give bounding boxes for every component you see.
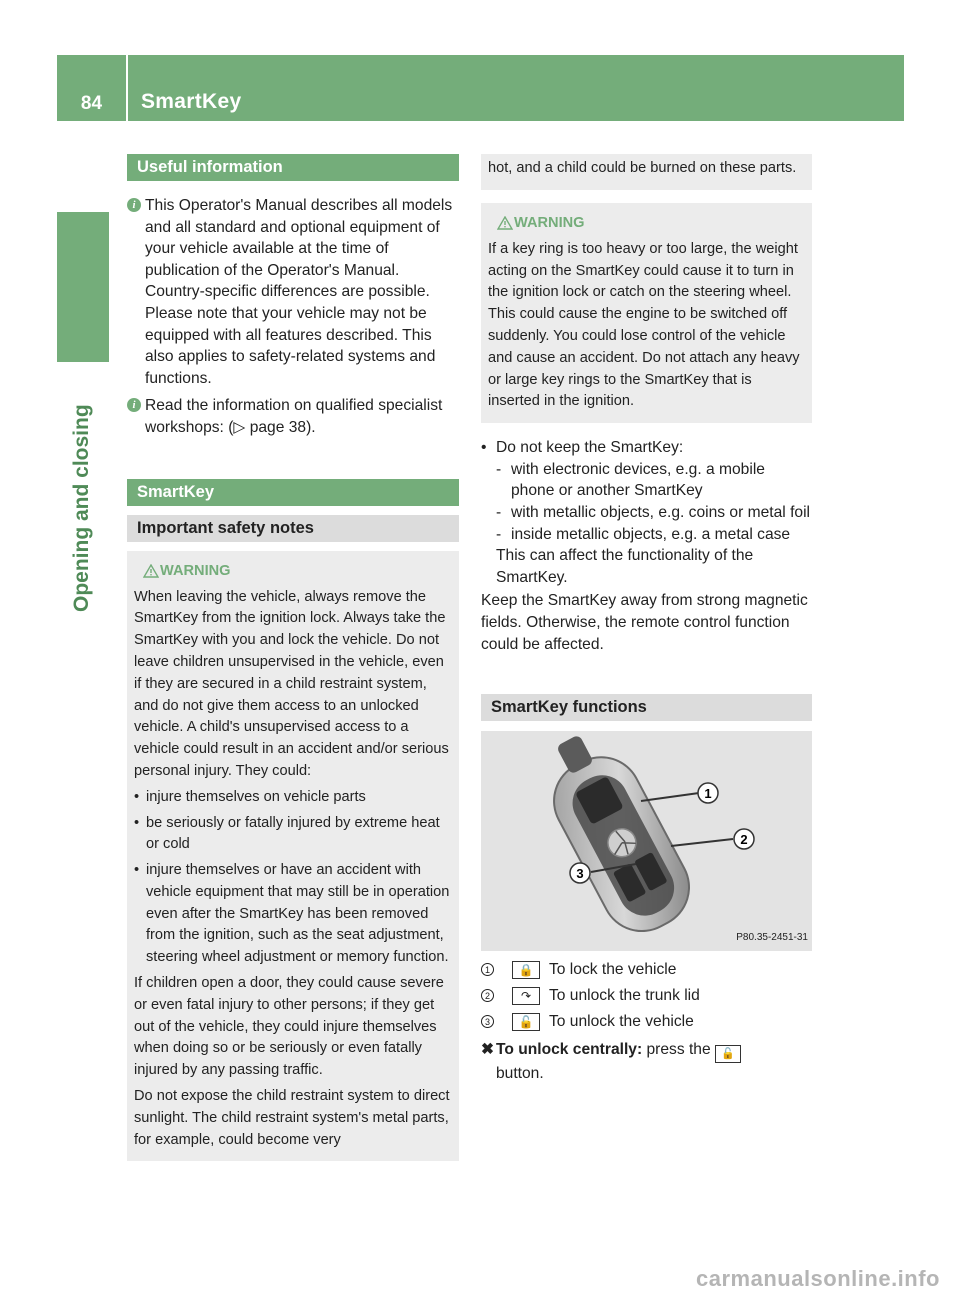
watermark: carmanualsonline.info [696, 1266, 940, 1291]
callout-label: 2 [740, 832, 748, 848]
unlock-icon: 🔓 [715, 1045, 741, 1063]
side-tab-block [57, 212, 109, 362]
running-title: SmartKey [141, 90, 242, 113]
side-tab-label: Opening and closing [70, 404, 93, 612]
warning-triangle-icon [497, 216, 513, 230]
useful-info-heading: Useful information [127, 154, 459, 181]
smartkey-heading: SmartKey [127, 479, 459, 506]
warning-box [127, 551, 459, 1162]
legend-list [481, 957, 812, 1035]
legend-number: 3 [481, 1015, 494, 1028]
legend-item [481, 1009, 812, 1035]
legend-number: 2 [481, 989, 494, 1002]
instruction-step [481, 1039, 812, 1085]
warning-header [134, 561, 451, 583]
keep-dash-item: - with electronic devices, e.g. a mobile phone or another SmartKey [481, 459, 812, 502]
step-text: button. [496, 1065, 544, 1083]
header-divider [126, 55, 128, 121]
legend-number: 1 [481, 963, 494, 976]
smartkey-figure [481, 731, 812, 951]
smartkey-illustration [481, 731, 812, 951]
legend-text: To unlock the vehicle [549, 1013, 694, 1031]
info-icon: i [127, 198, 141, 212]
info-note [127, 395, 459, 438]
figure-code: P80.35-2451-31 [736, 931, 808, 943]
callout-label: 1 [704, 786, 712, 802]
warning-triangle-icon [143, 564, 159, 578]
left-column [127, 154, 459, 1161]
warning-box [481, 203, 812, 423]
info-note-text: This Operator's Manual describes all models and all standard and optional equipment of your vehicle available at the time of publication of the Operator's Manual. Country-specific differences are possible. Please note that your vehicle may not be equipped with all features described. This also applies to safety-related systems and functions. [145, 197, 453, 387]
callout-label: 3 [576, 866, 584, 882]
keep-dash-item: - inside metallic objects, e.g. a metal case [481, 524, 812, 546]
side-tab [70, 372, 100, 612]
functions-heading: SmartKey functions [481, 694, 812, 721]
keep-dash-item: - with metallic objects, e.g. coins or metal foil [481, 502, 812, 524]
legend-text: To unlock the trunk lid [549, 987, 700, 1005]
magnetic-text: Keep the SmartKey away from strong magnetic fields. Otherwise, the remote control function could be affected. [481, 592, 808, 653]
warning-title: WARNING [514, 214, 585, 231]
step-text: press the [646, 1041, 711, 1059]
info-note [127, 195, 459, 389]
warning-bullet: • injure themselves or have an accident with vehicle equipment that may still be in operation even after the SmartKey has been removed from the ignition, such as the seat adjustment, steering wheel adjustment or memory function. [134, 860, 451, 969]
unlock-icon: 🔓 [512, 1013, 540, 1031]
step-label: To unlock centrally: [496, 1041, 643, 1059]
warning-box-continued [481, 154, 812, 190]
warning-text: When leaving the vehicle, always remove the SmartKey from the ignition lock. Always take the SmartKey with you and lock the vehicle. Do not leave children unsupervised in the vehicle, even if they are secured in a child restraint system, and do not give them access to an unlocked vehicle. A child's unsupervised access to a vehicle could result in an accident and/or serious personal injury. They could: [134, 588, 449, 779]
warning-text: If a key ring is too heavy or too large, the weight acting on the SmartKey could cause it to turn in the ignition lock or catch on the steering wheel. This could cause the engine to be switched off suddenly. You could lose control of the vehicle and cause an accident. Do not attach any heavy or large key rings to the SmartKey that is inserted in the ignition. [488, 240, 800, 410]
trunk-icon: ↷ [512, 987, 540, 1005]
info-note-text: Read the information on qualified specialist workshops: (▷ page 38). [145, 397, 443, 436]
step-arrow-icon: ✖ [481, 1041, 495, 1059]
warning-bullet: • injure themselves on vehicle parts [134, 787, 451, 809]
info-icon: i [127, 398, 141, 412]
keep-note: This can affect the functionality of the SmartKey. [496, 547, 754, 586]
legend-item [481, 983, 812, 1009]
warning-text: If children open a door, they could cause severe or even fatal injury to other persons; if they get out of the vehicle, they could injure themselves when doing so or be seriously or even fatally injured by any passing traffic. [134, 975, 444, 1079]
warning-header [488, 213, 804, 235]
warning-title: WARNING [160, 562, 231, 579]
keep-bullet: • Do not keep the SmartKey: [481, 437, 812, 459]
warning-bullet: • be seriously or fatally injured by extreme heat or cold [134, 813, 451, 857]
warning-text: hot, and a child could be burned on these parts. [488, 160, 797, 176]
page-number: 84 [80, 93, 103, 114]
legend-text: To lock the vehicle [549, 961, 677, 979]
legend-item [481, 957, 812, 983]
right-column [481, 154, 812, 1085]
lock-icon: 🔒 [512, 961, 540, 979]
safety-notes-heading: Important safety notes [127, 515, 459, 542]
warning-text: Do not expose the child restraint system to direct sunlight. The child restraint system's metal parts, for example, could become very [134, 1088, 450, 1148]
